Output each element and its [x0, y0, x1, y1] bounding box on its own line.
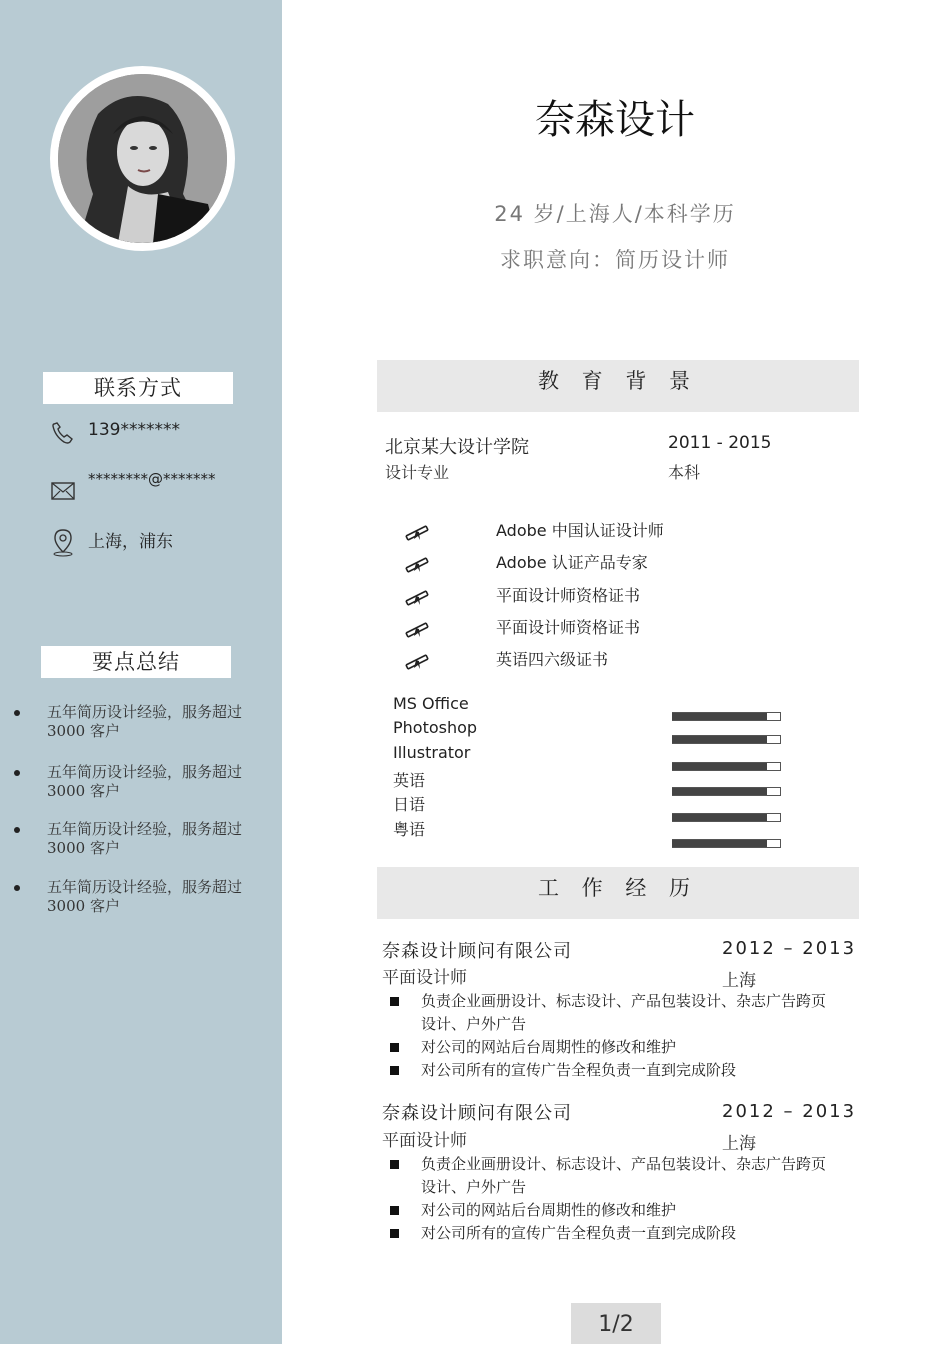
square-bullet-icon — [390, 1206, 399, 1215]
job-company: 奈森设计顾问有限公司 — [382, 941, 572, 962]
bullet-icon — [14, 770, 20, 776]
job-company: 奈森设计顾问有限公司 — [382, 1103, 572, 1124]
diploma-scroll-icon — [400, 518, 436, 544]
job-years: 2012 – 2013 — [722, 938, 857, 959]
skill-bar — [672, 787, 781, 796]
personal-info: 24 岁/上海人/本科学历 — [494, 202, 736, 226]
job-years: 2012 – 2013 — [722, 1101, 857, 1122]
school-name: 北京某大设计学院 — [385, 437, 529, 458]
bullet-icon — [14, 827, 20, 833]
square-bullet-icon — [390, 1229, 399, 1238]
diploma-scroll-icon — [400, 615, 436, 641]
skill-bar-fill — [672, 840, 767, 847]
location-pin-icon — [50, 527, 76, 553]
skill-name: Photoshop — [393, 718, 478, 737]
skill-bar-fill — [672, 763, 767, 770]
square-bullet-icon — [390, 1160, 399, 1169]
job-title: 平面设计师 — [382, 1131, 467, 1151]
work-heading: 工 作 经 历 — [377, 867, 859, 919]
degree: 本科 — [668, 463, 701, 482]
job-objective: 求职意向：简历设计师 — [500, 248, 730, 272]
job-location: 上海 — [722, 971, 756, 991]
skill-name: 英语 — [393, 771, 426, 790]
square-bullet-icon — [390, 1066, 399, 1075]
job-location: 上海 — [722, 1134, 756, 1154]
skill-bar-fill — [672, 736, 767, 743]
education-heading: 教 育 背 景 — [377, 360, 859, 412]
diploma-scroll-icon — [400, 647, 436, 673]
skill-bar — [672, 839, 781, 848]
phone-icon — [50, 420, 76, 446]
job-title: 平面设计师 — [382, 968, 467, 988]
skill-name: 粤语 — [393, 820, 426, 839]
location-text: 上海，浦东 — [88, 532, 173, 552]
candidate-name: 奈森设计 — [535, 97, 695, 143]
square-bullet-icon — [390, 1043, 399, 1052]
page-indicator: 1/2 — [571, 1303, 661, 1344]
skill-name: MS Office — [393, 694, 469, 713]
education-years: 2011 - 2015 — [668, 433, 772, 453]
skill-name: 日语 — [393, 795, 426, 814]
skill-bar-fill — [672, 788, 767, 795]
skill-bar-fill — [672, 814, 767, 821]
contact-heading: 联系方式 — [43, 372, 233, 404]
email-address: ********@******* — [88, 470, 216, 488]
profile-photo — [58, 74, 227, 243]
skill-bar — [672, 712, 781, 721]
diploma-scroll-icon — [400, 550, 436, 576]
skill-bar — [672, 762, 781, 771]
skill-bar — [672, 735, 781, 744]
mail-icon — [50, 480, 76, 506]
major: 设计专业 — [385, 463, 450, 482]
sidebar: 联系方式 139******* ********@******* 上海，浦东 要点总结 五年简历设计经验，服务超过 3000 客户 五年简历设计经验，服务超过 3000 客户 五年简历设计经验，服务超过 3000 客户 五年简历设计经验，服务超过 3000 客户 — [0, 0, 282, 1344]
phone-number: 139******* — [88, 420, 180, 440]
bullet-icon — [14, 710, 20, 716]
skill-name: Illustrator — [393, 743, 471, 762]
square-bullet-icon — [390, 997, 399, 1006]
skill-bar-fill — [672, 713, 767, 720]
diploma-scroll-icon — [400, 583, 436, 609]
bullet-icon — [14, 885, 20, 891]
avatar — [50, 66, 235, 251]
summary-heading: 要点总结 — [41, 646, 231, 678]
skill-bar — [672, 813, 781, 822]
